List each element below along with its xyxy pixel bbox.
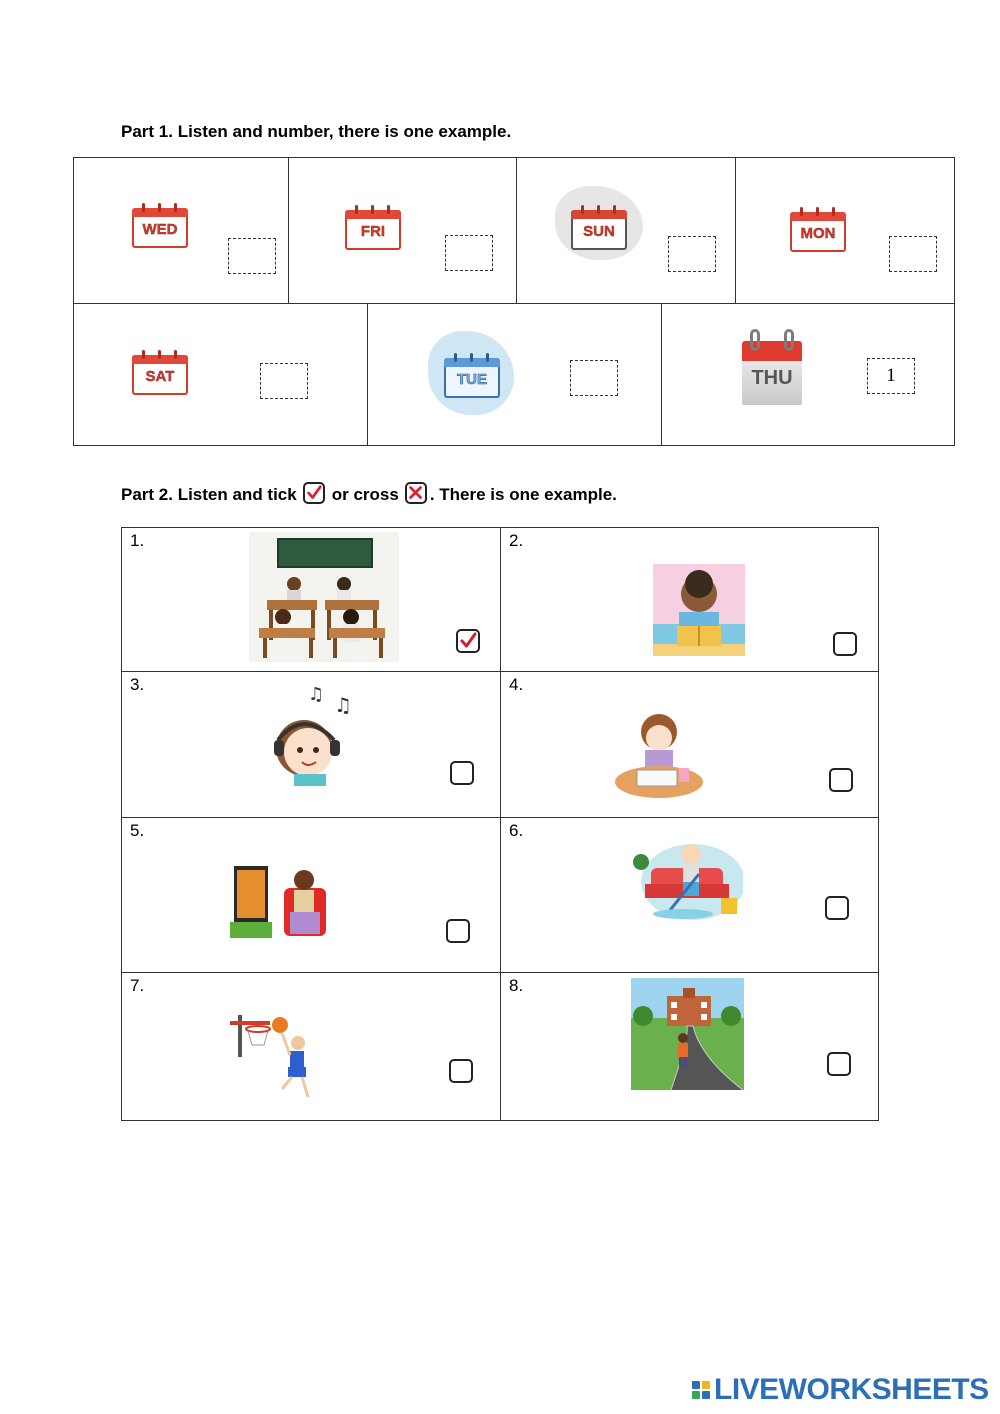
- day-label: MON: [800, 225, 836, 242]
- answer-checkbox[interactable]: [825, 896, 849, 920]
- part2-heading-text-c: . There is one example.: [429, 485, 617, 504]
- part2-heading-text-b: or cross: [331, 485, 399, 504]
- day-label: THU: [751, 367, 793, 389]
- part2-grid: [121, 527, 879, 1121]
- day-cell-thu: [662, 303, 954, 445]
- day-label: WED: [142, 221, 178, 238]
- girl-watching-tv-picture: [230, 862, 332, 942]
- calendar-icon: [788, 204, 848, 254]
- part2-heading-text-a: Part 2. Listen and tick: [121, 485, 297, 504]
- item-8: [501, 973, 878, 1120]
- part1-row-1: [74, 158, 954, 304]
- day-label: FRI: [360, 223, 386, 240]
- item-number: 1.: [130, 531, 145, 550]
- item-6: [501, 818, 878, 973]
- day-cell-sat: [74, 303, 368, 445]
- item-number: 3.: [130, 675, 145, 694]
- day-cell-sun: [517, 158, 736, 303]
- girl-listening-music-picture: [260, 680, 362, 786]
- calendar-icon: [442, 350, 502, 400]
- tick-example-icon: [303, 482, 325, 504]
- item-number: 2.: [509, 531, 524, 550]
- item-number: 5.: [130, 821, 145, 840]
- boy-basketball-picture: [230, 1011, 326, 1103]
- calendar-icon: [130, 347, 190, 397]
- item-4: [501, 672, 878, 818]
- day-label: SUN: [583, 223, 615, 240]
- answer-checkbox[interactable]: [827, 1052, 851, 1076]
- answer-box[interactable]: 1: [867, 358, 915, 394]
- part1-table: [73, 157, 955, 446]
- part1-row-2: [74, 303, 954, 445]
- answer-checkbox[interactable]: [450, 761, 474, 785]
- item-3: [122, 672, 501, 818]
- day-cell-tue: [368, 303, 662, 445]
- answer-checkbox[interactable]: [449, 1059, 473, 1083]
- day-cell-fri: [289, 158, 517, 303]
- boy-walking-to-school-picture: [631, 978, 744, 1090]
- item-number: 4.: [509, 675, 524, 694]
- boy-reading-picture: [653, 564, 745, 656]
- logo-blocks-icon: [692, 1381, 710, 1399]
- calendar-icon: [343, 202, 403, 252]
- part1-heading: Part 1. Listen and number, there is one example.: [121, 122, 512, 141]
- item-2: [501, 528, 878, 672]
- answer-box[interactable]: [228, 238, 276, 274]
- svg-text:♫: ♫: [334, 693, 352, 717]
- classroom-picture: [249, 532, 399, 662]
- answer-box[interactable]: [889, 236, 937, 272]
- answer-checkbox[interactable]: [446, 919, 470, 943]
- answer-box[interactable]: [570, 360, 618, 396]
- day-label: SAT: [145, 368, 175, 385]
- answer-box[interactable]: [445, 235, 493, 271]
- calendar-icon: [742, 329, 802, 405]
- item-number: 7.: [130, 976, 145, 995]
- item-5: [122, 818, 501, 973]
- calendar-icon: [569, 202, 629, 252]
- answer-checkbox[interactable]: [456, 629, 480, 653]
- calendar-icon: [130, 200, 190, 250]
- day-label: TUE: [457, 371, 487, 388]
- svg-text:♫: ♫: [308, 684, 325, 705]
- answer-checkbox[interactable]: [833, 632, 857, 656]
- item-1: [122, 528, 501, 672]
- liveworksheets-logo: [692, 1373, 989, 1407]
- girl-writing-picture: [613, 708, 705, 800]
- day-cell-mon: [736, 158, 954, 303]
- cross-example-icon: [405, 482, 427, 504]
- answer-box[interactable]: [668, 236, 716, 272]
- item-number: 6.: [509, 821, 524, 840]
- item-7: [122, 973, 501, 1120]
- answer-checkbox[interactable]: [829, 768, 853, 792]
- answer-box[interactable]: [260, 363, 308, 399]
- part2-heading: [121, 484, 617, 506]
- girl-cleaning-picture: [633, 832, 743, 922]
- day-cell-wed: [74, 158, 289, 303]
- brand-name: LIVEWORKSHEETS: [714, 1373, 989, 1406]
- item-number: 8.: [509, 976, 524, 995]
